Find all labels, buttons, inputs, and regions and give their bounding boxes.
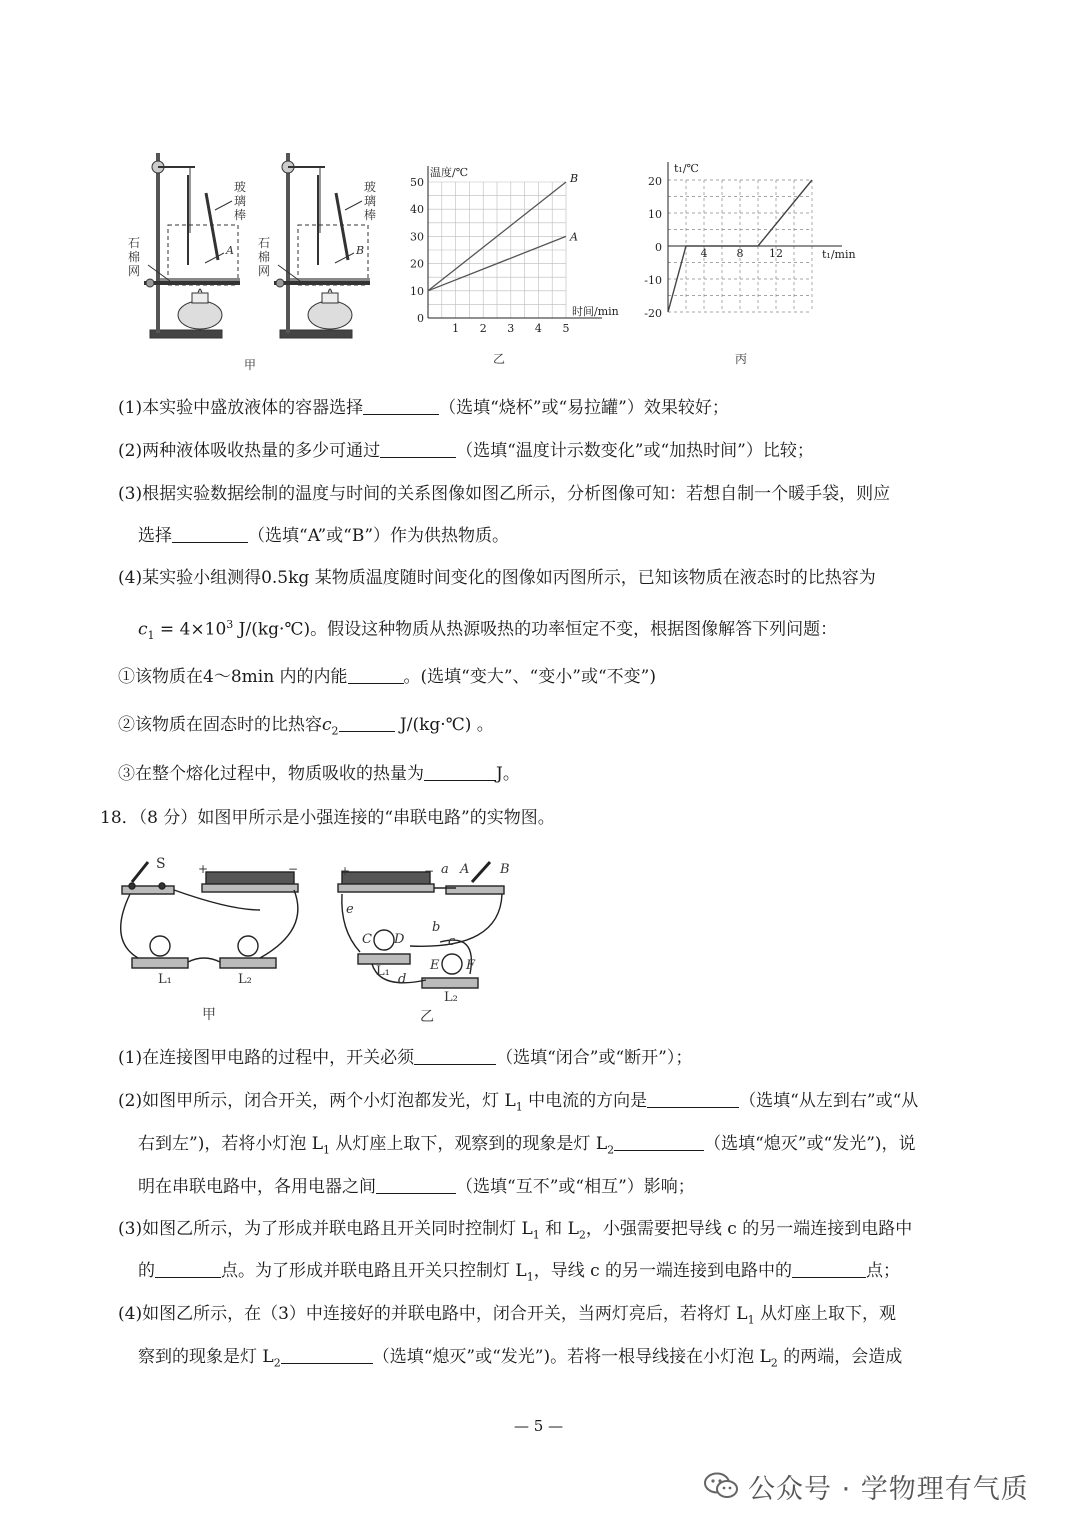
label-S: S [156, 856, 166, 872]
apparatus-label-net-1: 石棉网 [128, 236, 141, 278]
q17-part3-line1: (3)根据实验数据绘制的温度与时间的关系图像如图乙所示，分析图像可知：若想自制一个暖手袋，则应 [118, 484, 891, 504]
caption-circuit-jia: 甲 [202, 1007, 216, 1023]
wechat-icon [704, 1472, 738, 1500]
q18-blank-3[interactable] [614, 1132, 704, 1151]
q18-blank-4[interactable] [376, 1175, 456, 1194]
y-axis-label: t₁/℃ [674, 162, 699, 175]
q17-part1: (1)本实验中盛放液体的容器选择 （选填“烧杯”或“易拉罐”）效果较好； [118, 398, 729, 418]
x-axis-label: 时间/min [572, 305, 619, 318]
y-tick-label: 10 [648, 208, 662, 221]
apparatus-label-rod-2: 玻璃棒 [364, 180, 377, 222]
circuit-yi [338, 862, 504, 988]
series-label-A: A [570, 230, 578, 244]
label-A: A [460, 862, 470, 877]
q17-part3-line2: 选择 （选填“A”或“B”）作为供热物质。 [138, 526, 510, 546]
q18-blank-5[interactable] [155, 1259, 221, 1278]
label-minus-yi: − [424, 864, 435, 878]
q17-sub3: ③在整个熔化过程中，物质吸收的热量为 J。 [118, 764, 520, 784]
q17-blank-6[interactable] [424, 762, 496, 781]
x-tick-label: 5 [562, 322, 570, 335]
series-label-B: B [570, 172, 579, 185]
label-plus-yi: + [340, 864, 351, 878]
x-tick-label: 4 [534, 322, 542, 335]
q18-part1: (1)在连接图甲电路的过程中，开关必须 （选填“闭合”或“断开”）； [118, 1048, 693, 1068]
x-axis-label: t₁/min [822, 248, 856, 261]
q18-part4-line1: (4)如图乙所示，在（3）中连接好的并联电路中，闭合开关，当两灯亮后，若将灯 $L_1$ 从灯座上取下，观 [118, 1304, 896, 1327]
q18-part3-line2: 的 点。为了形成并联电路且开关只控制灯 $L_1$，导线 c 的另一端连接到电路中的 点； [138, 1261, 901, 1284]
q18-part2-line1: (2)如图甲所示，闭合开关，两个小灯泡都发光，灯 $L_1$ 中电流的方向是 （选填“从左到右”或“从 [118, 1091, 919, 1114]
y-tick-label: 20 [648, 175, 662, 188]
x-tick-label: 2 [479, 322, 487, 335]
circuit-jia [121, 862, 298, 968]
chart-yi [400, 160, 620, 340]
label-L1-yi: L₁ [376, 964, 390, 979]
apparatus-label-B: B [356, 244, 365, 257]
q18-blank-6[interactable] [792, 1259, 866, 1278]
q17-part4-line1: (4)某实验小组测得0.5kg 某物质温度随时间变化的图像如丙图所示，已知该物质在液态时的比热容为 [118, 568, 876, 588]
x-tick-label: 4 [700, 247, 708, 260]
q18-part4-line2: 察到的现象是灯 $L_2$ （选填“熄灭”或“发光”)。若将一根导线接在小灯泡 $L_2$ 的两端，会造成 [138, 1347, 903, 1370]
apparatus-label-rod-1: 玻璃棒 [234, 180, 247, 222]
q17-sub1: ①该物质在4～8min 内的内能 。(选填“变大”、“变小”或“不变”) [118, 667, 656, 687]
q17-part2: (2)两种液体吸收热量的多少可通过 （选填“温度计示数变化”或“加热时间”）比较； [118, 441, 814, 461]
label-B: B [500, 862, 510, 877]
watermark [704, 1468, 1029, 1504]
y-tick-label: 10 [410, 284, 424, 298]
q17-blank-3[interactable] [172, 524, 248, 543]
q18-blank-2[interactable] [647, 1089, 739, 1108]
page-number: — 5 — [514, 1417, 564, 1435]
y-tick-label: -20 [644, 307, 662, 320]
q18-part3-line1: (3)如图乙所示，为了形成并联电路且开关同时控制灯 $L_1$ 和 $L_2$，小强需要把导线 c 的另一端连接到电路中 [118, 1219, 913, 1242]
chart-bing [640, 158, 860, 338]
apparatus-label-net-2: 石棉网 [258, 236, 271, 278]
y-tick-label: 20 [410, 257, 424, 271]
label-E: E [430, 958, 440, 973]
q18-part2-line3: 明在串联电路中，各用电器之间 （选填“互不”或“相互”）影响； [138, 1177, 695, 1197]
label-b: b [432, 920, 441, 935]
label-L2-jia: L₂ [238, 972, 252, 987]
label-d: d [398, 972, 407, 987]
x-tick-label: 1 [452, 322, 460, 335]
label-F: F [466, 958, 476, 973]
x-tick-label: 3 [507, 322, 515, 335]
heating-apparatus-figure [120, 145, 390, 345]
label-plus-jia: + [198, 862, 209, 876]
q17-part4-line2: $c_1 = 4\times 10^3$ J/(kg·℃)。假设这种物质从热源吸热的功率恒定不变，根据图像解答下列问题： [138, 618, 838, 643]
apparatus-label-A: A [226, 244, 234, 257]
y-tick-label: 0 [655, 241, 662, 254]
label-minus-jia: − [288, 862, 299, 876]
label-a: a [441, 862, 449, 877]
x-tick-label: 8 [736, 247, 744, 260]
y-axis-label: 温度/℃ [430, 166, 469, 179]
label-D: D [394, 932, 405, 947]
label-C: C [362, 932, 372, 947]
chart-yi-caption: 乙 [493, 352, 506, 366]
q17-sub2: ②该物质在固态时的比热容$c_2$ J/(kg·℃) 。 [118, 715, 494, 738]
label-c: c [448, 934, 456, 949]
q18-title: 18．（8 分）如图甲所示是小强连接的“串联电路”的实物图。 [100, 808, 555, 828]
y-tick-label: 50 [410, 176, 424, 189]
q18-part2-line2: 右到左”)，若将小灯泡 $L_1$ 从灯座上取下，观察到的现象是灯 $L_2$ （选填“熄灭”或“发光”)，说 [138, 1134, 916, 1157]
label-L1-jia: L₁ [158, 972, 172, 987]
y-tick-label: 40 [410, 203, 424, 217]
q18-blank-7[interactable] [281, 1345, 373, 1364]
q17-blank-2[interactable] [380, 439, 456, 458]
y-tick-label: 0 [417, 312, 424, 325]
q18-blank-1[interactable] [414, 1046, 496, 1065]
label-e: e [346, 902, 354, 917]
apparatus-caption: 甲 [244, 358, 257, 372]
chart-bing-caption: 丙 [735, 352, 748, 366]
y-tick-label: -10 [644, 274, 662, 287]
label-L2-yi: L₂ [444, 990, 458, 1005]
circuit-figure [110, 850, 550, 1030]
q17-blank-4[interactable] [348, 665, 404, 684]
watermark-text: 公众号 · 学物理有气质 [748, 1473, 1029, 1505]
x-tick-label: 12 [769, 247, 783, 260]
q17-blank-5[interactable] [339, 713, 395, 732]
y-tick-label: 30 [410, 230, 424, 244]
q17-blank-1[interactable] [363, 396, 439, 415]
caption-circuit-yi: 乙 [420, 1009, 434, 1025]
